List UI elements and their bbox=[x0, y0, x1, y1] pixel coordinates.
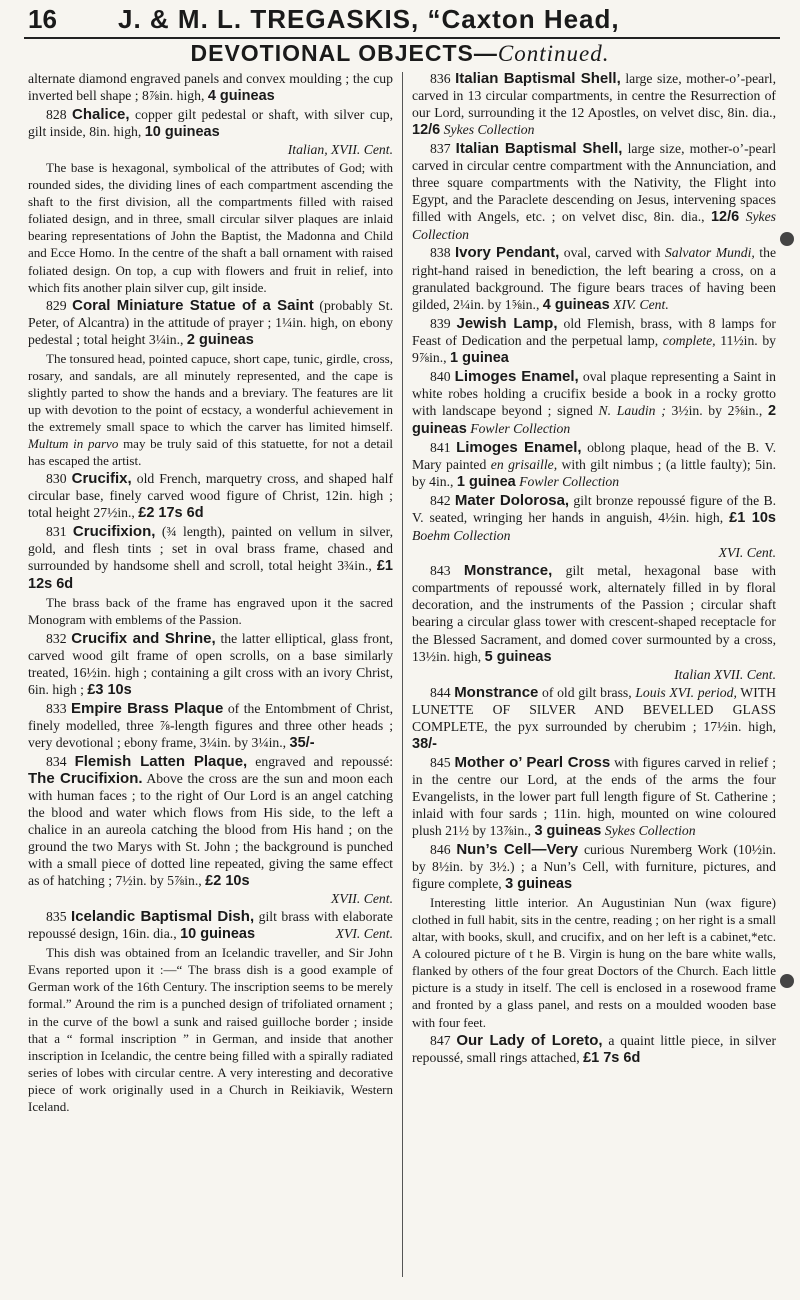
entry-title: Crucifix, bbox=[71, 470, 132, 488]
page-header bbox=[28, 4, 780, 36]
entry-title: Our Lady of Loreto, bbox=[456, 1031, 603, 1049]
entry-title: Crucifix and Shrine, bbox=[71, 629, 216, 647]
entry-title: Monstrance, bbox=[463, 562, 553, 580]
entry-830: 830 Crucifix, old French, marquetry cross, and shaped half circular base, finely carved wood figure of Christ, 12in. high ; total height 27½in., £2 17s 6d bbox=[28, 470, 394, 522]
entry-828: 828 Chalice, copper gilt pedestal or shaft, with silver cup, gilt inside, 8in. high, 10 guineas Italian, XVII. Cent. bbox=[28, 106, 394, 158]
entry-845: 845 Mother o’ Pearl Cross with figures carved in relief ; in the centre our Lord, at the ends of the arms the four Evangelists, in the lower part full length figure of St. Catherine ; inlaid with four sards ; 11in. high, mounted on wine coloured plush 21½ by 13⅞in., 3 guineas Sykes Collection bbox=[412, 753, 776, 840]
entry-847: 847 Our Lady of Loreto, a quaint little piece, in silver repoussé, small rings attached, £1 7s 6d bbox=[412, 1031, 777, 1066]
entry-829: 829 Coral Miniature Statue of a Saint (probably St. Peter, of Alcantra) in the attitude of prayer ; 1¼in. high, on ebony pedestal ; total height 3¼in., 2 guineas bbox=[28, 296, 394, 348]
attribution: Italian, XVII. Cent. bbox=[287, 142, 393, 158]
entry-839: 839 Jewish Lamp, old Flemish, brass, with 8 lamps for Feast of Dedication and the perpetual lamp, complete, 11½in. by 9⅞in., 1 guinea bbox=[412, 314, 777, 366]
entry-846-description: Interesting little interior. An Augustinian Nun (wax figure) clothed in full habit, sits in the centre, reading ; on her right is a small altar, with books, skull, and crucifix, and on her left is a cabinet,*etc. A coloured picture of t he B. Virgin is hung on the bare white walls, flanked by others of the four great Doctors of the Church. Each little picture is a study in itself. The cell is enclosed in a rosewood frame and fronted by a glass panel, and rests on a moulded wooden base with four feet. bbox=[412, 895, 776, 1030]
price: 38/- bbox=[412, 735, 437, 752]
collection: Sykes Collection bbox=[604, 823, 696, 839]
collection: Sykes Collection bbox=[412, 209, 777, 243]
entry-title: Mother o’ Pearl Cross bbox=[454, 753, 611, 771]
price: £3 10s bbox=[87, 681, 132, 698]
price: 10 guineas bbox=[144, 124, 220, 141]
collection: Sykes Collection bbox=[443, 122, 535, 138]
entry-title: Limoges Enamel, bbox=[454, 367, 579, 385]
entry-827-continued: alternate diamond engraved panels and convex moulding ; the cup inverted bell shape ; 8⅞in. high, 4 guineas bbox=[28, 71, 393, 105]
entry-828-description: The base is hexagonal, symbolical of the attributes of God; with rounded sides, the dividing lines of each compartment ascending the shaft to the first division, all the compartments filled with raised foliated design, and in three, small circular silver plaques are inlaid bearing representations of John the Baptist, the Madonna and Child and Ecce Homo. In the centre of the shaft a ball ornament with raised foliated design. On top, a cup with flowers and fruit in relief, into which fits another plain silver cup, gilt inside. bbox=[28, 160, 393, 295]
entry-835-description: This dish was obtained from an Icelandic traveller, and Sir John Evans reported upon it :—“ The brass dish is a good example of German work of the 16th Century. The inscription seems to be merely formal.” Around the rim is a punched design of trifoliated ornament ; in the curve of the bowl a sunk and raised guilloche border ; inside that a “ formal inscription ” in German, and inside that another inscription in Icelandic, the centre being filled with a spirally radiated series of lobes with circular centre. A very interesting and decorative piece of work originally used in a Church in Reikiavik, Western Iceland. bbox=[28, 945, 393, 1114]
entry-837: 837 Italian Baptismal Shell, large size, mother-o’-pearl carved in circular centre compartment with the Annunciation, and three square compartments with the Nativity, the Flight into Egypt, and the Paraclete descending on Jesus, intervening spaces filled with Angels, etc. ; on velvet disc, 8in. dia., 12/6 Sykes Collection bbox=[412, 140, 777, 243]
price: £1 12s 6d bbox=[28, 558, 393, 593]
price: 4 guineas bbox=[542, 296, 610, 313]
price: £2 17s 6d bbox=[138, 505, 204, 522]
price: 3 guineas bbox=[505, 876, 573, 893]
collection: Fowler Collection bbox=[519, 474, 620, 490]
price: 5 guineas bbox=[484, 648, 552, 665]
entry-842: 842 Mater Dolorosa, gilt bronze repoussé figure of the B. V. seated, wringing her hands in anguish, 4½in. high, £1 10s Boehm Collection XVI. Cent. bbox=[412, 492, 777, 561]
price: £1 7s 6d bbox=[583, 1049, 641, 1066]
entry-835: 835 Icelandic Baptismal Dish, gilt brass with elaborate repoussé design, 16in. dia., 10 guineas XVI. Cent. bbox=[28, 908, 394, 943]
collection: Fowler Collection bbox=[470, 420, 571, 436]
entry-833: 833 Empire Brass Plaque of the Entombment of Christ, finely modelled, three ⅞-length figures and three other heads ; very devotional ; ebony frame, 3¼in. by 3¼in., 35/- bbox=[28, 699, 393, 751]
price: 12/6 bbox=[710, 209, 740, 226]
entry-831: 831 Crucifixion, (¾ length), painted on vellum in silver, gold, and flesh tints ; set in oval brass frame, chased and surrounded by handsome shell and scroll, total height 3¾in., £1 12s 6d bbox=[28, 523, 394, 593]
price: £1 10s bbox=[729, 510, 777, 527]
attribution: XVI. Cent. bbox=[718, 545, 776, 561]
entry-title: Italian Baptismal Shell, bbox=[455, 70, 621, 87]
entry-title: Crucifixion, bbox=[72, 523, 156, 541]
entry-title: Limoges Enamel, bbox=[456, 438, 582, 456]
price: 4 guineas bbox=[207, 88, 275, 105]
entry-844: 844 Monstrance of old gilt brass, Louis XVI. period, WITH LUNETTE OF SILVER AND BEVELLED GLASS COMPLETE, the pyx surrounded by cherubim ; 17½in. high, 38/- bbox=[412, 683, 777, 752]
price: 1 guinea bbox=[456, 474, 516, 491]
price: 10 guineas bbox=[180, 926, 256, 943]
entry-title: Ivory Pendant, bbox=[454, 244, 560, 262]
entry-843: 843 Monstrance, gilt metal, hexagonal base with compartments of repoussé work, alternately filled in by floral decoration, and the instruments of the Passion ; circular shaft bearing a circular glass tower with crescent-shaped receptacle for the Blessed Sacrament, and domed cover surmounted by a cross, 13½in. high, 5 guineas Italian XVII. Cent. bbox=[412, 562, 777, 682]
attribution: XVII. Cent. bbox=[331, 891, 393, 907]
entry-title: Nun’s Cell—Very bbox=[456, 841, 579, 859]
header-rule bbox=[24, 37, 780, 39]
entry-title: Coral Miniature Statue of a Saint bbox=[72, 296, 314, 314]
entry-832: 832 Crucifix and Shrine, the latter elliptical, glass front, carved wood gilt frame of open scrolls, on a base similarly treated, 16½in. high ; containing a gilt cross with an ivory Christ, 6in. high ; £3 10s bbox=[28, 629, 394, 698]
price: 1 guinea bbox=[450, 349, 509, 366]
entry-838: 838 Ivory Pendant, oval, carved with Salvator Mundi, the right-hand raised in benediction, the left bearing a cross, on a granulated background. The figure bears traces of having been gilded, 2¼in. by 1⅝in., 4 guineas XIV. Cent. bbox=[412, 244, 777, 313]
price: 12/6 bbox=[412, 122, 441, 139]
attribution: Italian XVII. Cent. bbox=[674, 666, 776, 682]
entry-846: 846 Nun’s Cell—Very curious Nuremberg Work (10½in. by 8½in. by 3½.) ; a Nun’s Cell, with furniture, pictures, and figure complete, 3 guineas bbox=[412, 841, 777, 893]
entry-title: Jewish Lamp, bbox=[456, 314, 558, 332]
collection: Boehm Collection bbox=[412, 528, 511, 544]
binding-hole bbox=[780, 232, 794, 246]
entry-title: Empire Brass Plaque bbox=[71, 699, 224, 717]
price: 35/- bbox=[289, 734, 315, 751]
right-column bbox=[412, 70, 776, 1068]
running-title: J. & M. L. TREGASKIS, “Caxton Head, bbox=[118, 4, 620, 34]
attribution: XVI. Cent. bbox=[335, 926, 393, 942]
binding-hole bbox=[780, 974, 794, 988]
entry-829-description: The tonsured head, pointed capuce, short cape, tunic, girdle, cross, rosary, and sandals, are all minutely represented, and the cape is slightly parted to show the hands and a breviary. The features are lit up with devotion to the point of ecstacy, a wonderful achievement in the extremely small space to which the carver has limited himself. Multum in parvo may be truly said of this statuette, for not a detail has escaped the artist. bbox=[28, 350, 394, 469]
attribution: XIV. Cent. bbox=[613, 296, 669, 312]
price: 3 guineas bbox=[534, 823, 602, 840]
column-divider bbox=[402, 72, 403, 1277]
entry-title: Italian Baptismal Shell, bbox=[455, 140, 623, 158]
section-continued: Continued. bbox=[497, 41, 610, 66]
entry-title: Mater Dolorosa, bbox=[454, 492, 570, 510]
price: £2 10s bbox=[205, 873, 250, 890]
entry-834: 834 Flemish Latten Plaque, engraved and repoussé: The Crucifixion. Above the cross are the sun and moon each with human faces ; to the right of Our Lord is an angel catching the blood and water which flows from His side, to the left a chalice in an aureola catching the blood from His hand ; on the ground the two Marys with St. John ; the background is punched with a small piece of dotted line repeated, giving the same effect as of hatching ; 7½in. by 5⅞in., £2 10s XVII. Cent. bbox=[28, 752, 394, 907]
entry-831-description: The brass back of the frame has engraved upon it the sacred Monogram with emblems of the Passion. bbox=[28, 595, 393, 628]
entry-title: Flemish Latten Plaque, bbox=[74, 752, 248, 770]
entry-subtitle: The Crucifixion. bbox=[28, 769, 143, 787]
page-number: 16 bbox=[28, 4, 57, 34]
entry-title: Icelandic Baptismal Dish, bbox=[71, 908, 255, 926]
section-heading: DEVOTIONAL OBJECTS—Continued. bbox=[190, 40, 610, 66]
left-column bbox=[28, 70, 393, 1116]
entry-title: Chalice, bbox=[72, 106, 130, 124]
entry-841: 841 Limoges Enamel, oblong plaque, head of the B. V. Mary painted en grisaille, with gilt nimbus ; (a little faulty); 5in. by 4in., 1 guinea Fowler Collection bbox=[412, 438, 776, 491]
entry-title: Monstrance bbox=[454, 683, 539, 701]
entry-836: 836 Italian Baptismal Shell, large size, mother-o’-pearl, carved in 13 circular compartments, in centre the Resurrection of our Lord, surrounding it the 12 Apostles, on velvet disc, 8in. dia., 12/6 Sykes Collection bbox=[412, 70, 777, 139]
price: 2 guineas bbox=[186, 331, 254, 348]
price: 2 guineas bbox=[412, 402, 777, 437]
entry-840: 840 Limoges Enamel, oval plaque representing a Saint in white robes holding a crucifix beside a book in a rocky grotto with landscape beyond ; signed N. Laudin ; 3½in. by 2⅝in., 2 guineas Fowler Collection bbox=[412, 367, 777, 437]
